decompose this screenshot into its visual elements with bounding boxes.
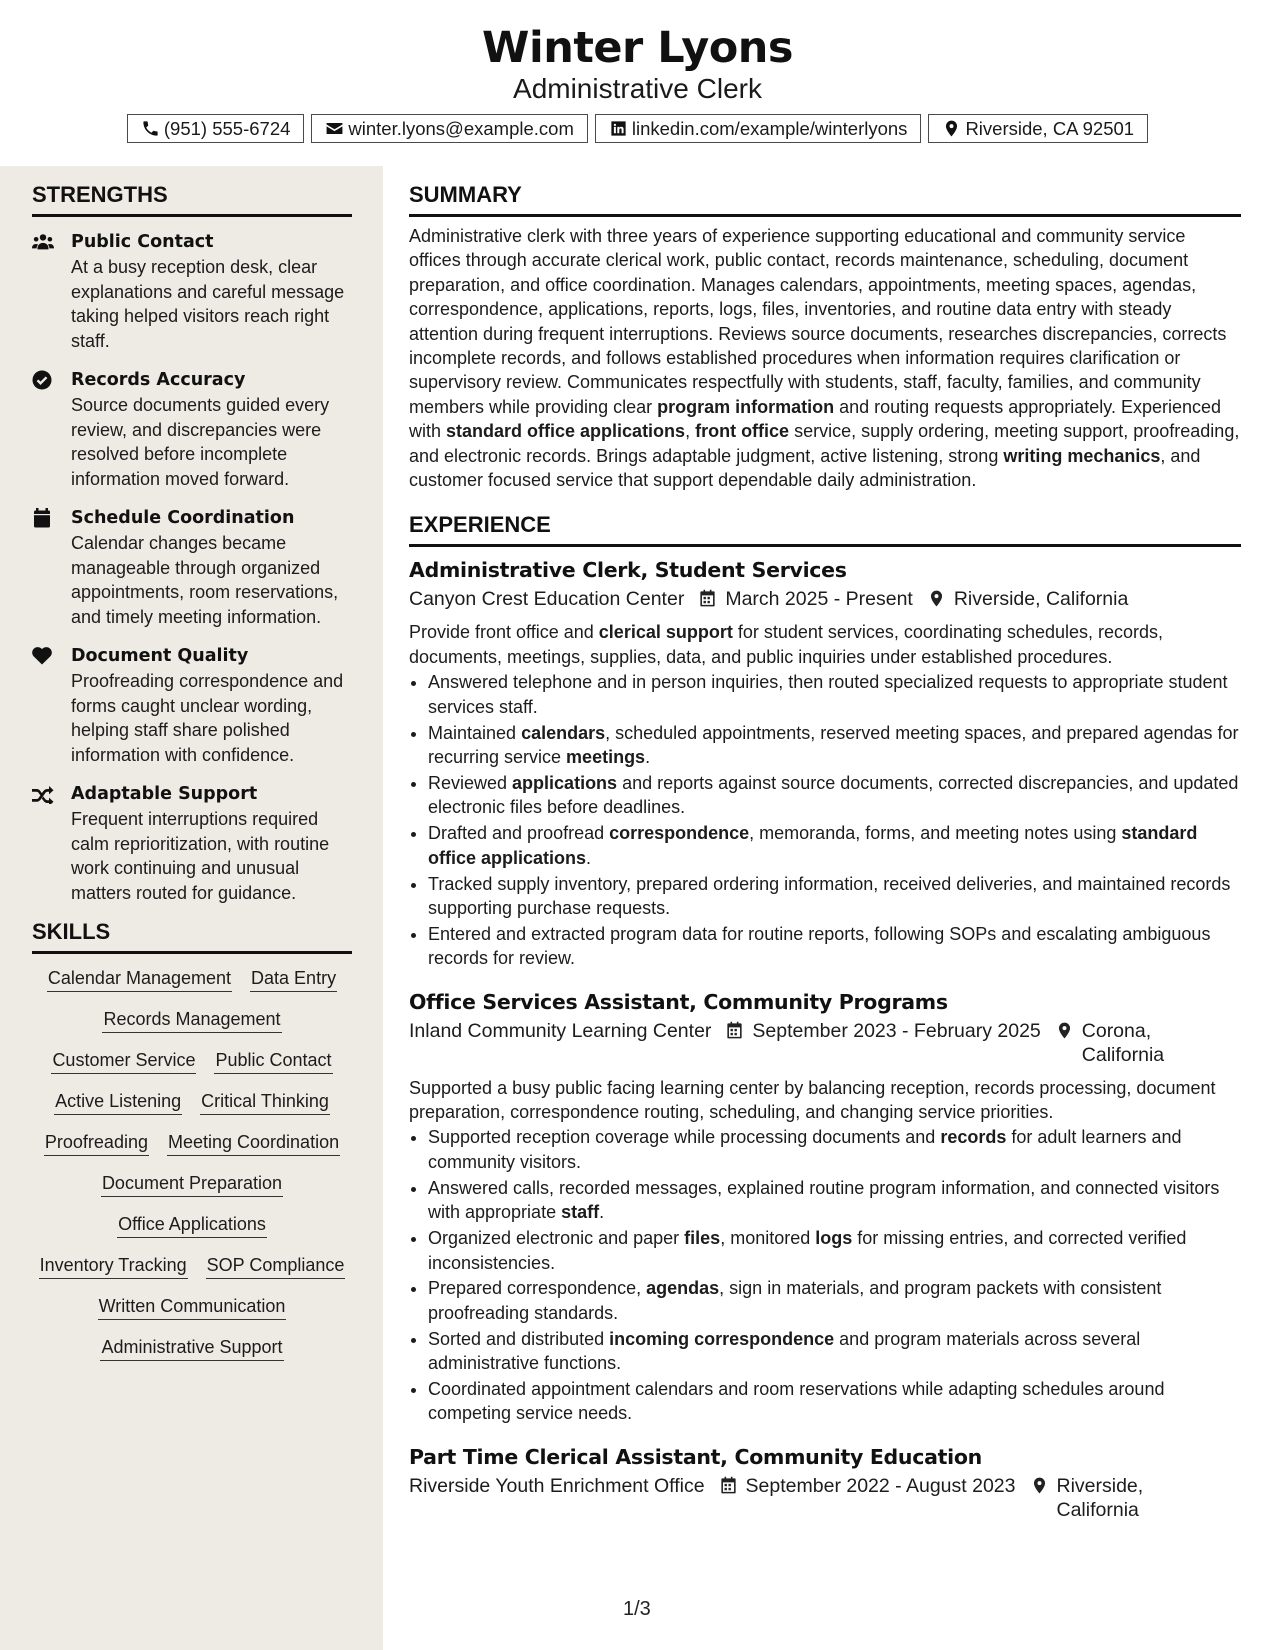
location-text: Riverside, CA 92501 — [965, 117, 1135, 139]
calendar-icon — [32, 508, 54, 528]
skill-tag: Customer Service — [51, 1049, 196, 1074]
bullet-item: • Drafted and proofread correspondence, memoranda, forms, and meeting notes using standard office applications. — [428, 821, 1241, 870]
map-pin-icon — [1055, 1021, 1074, 1040]
job-dates: March 2025 - Present — [725, 588, 913, 611]
strengths-heading: STRENGTHS — [32, 182, 352, 217]
job-meta — [409, 1019, 1241, 1067]
company-name: Canyon Crest Education Center — [409, 588, 685, 611]
strength-title: Adaptable Support — [71, 784, 258, 804]
sidebar — [0, 166, 383, 1650]
strength-item — [32, 229, 352, 353]
skill-tag: Records Management — [102, 1008, 281, 1033]
skill-tag: SOP Compliance — [206, 1254, 346, 1279]
strength-item — [32, 367, 352, 491]
job-bullets — [409, 670, 1241, 970]
linkedin-text: linkedin.com/example/winterlyons — [631, 117, 908, 139]
page-number: 1/3 — [623, 1598, 651, 1620]
map-pin-icon — [1030, 1476, 1049, 1495]
calendar-icon — [698, 589, 717, 608]
job-dates: September 2023 - February 2025 — [752, 1019, 1041, 1042]
shuffle-icon — [32, 784, 54, 804]
strength-item — [32, 781, 352, 905]
job-description: Supported a busy public facing learning center by balancing reception, records processing, document preparation, correspondence routing, scheduling, and changing service priorities. — [409, 1077, 1216, 1123]
bullet-item: • Entered and extracted program data for routine reports, following SOPs and escalating ambiguous records for review. — [428, 922, 1241, 971]
skill-tag: Inventory Tracking — [39, 1254, 188, 1279]
phone-text: (951) 555-6724 — [163, 117, 291, 139]
job-meta — [409, 1474, 1241, 1522]
job-title: Office Services Assistant, Community Programs — [409, 989, 948, 1014]
bullet-item: • Tracked supply inventory, prepared ordering information, received deliveries, and maintained records supporting purchase requests. — [428, 872, 1241, 921]
strength-item — [32, 643, 352, 767]
job-description: Provide front office and clerical support for student services, coordinating schedules, records, documents, meetings, supplies, data, and public inquiries under established procedures. — [409, 622, 1164, 667]
bullet-item: • Maintained calendars, scheduled appointments, reserved meeting spaces, and prepared agendas for recurring service meetings. — [428, 721, 1241, 770]
summary-text: Administrative clerk with three years of experience supporting educational and community service offices through accurate clerical work, public contact, records maintenance, scheduling, document preparation, and office coordination. Manages calendars, appointments, meeting spaces, agendas, correspondence, applications, reports, logs, files, inventories, and routine data entry with steady attention during frequent interruptions. Reviews source documents, researches discrepancies, corrects incomplete records, and follows established procedures when information requires clarification or supervisory review. Communicates respectfully with students, staff, faculty, families, and community members while providing clear program information and routing requests appropriately. Experienced with standard office applications, front office service, supply ordering, meeting support, proofreading, and electronic records. Brings adaptable judgment, active listening, strong writing mechanics, and customer focused service that support dependable daily administration. — [409, 226, 1240, 491]
strength-desc: Frequent interruptions required calm reprioritization, with routine work continuing and unusual matters routed for guidance. — [71, 809, 330, 903]
bullet-item: • Supported reception coverage while processing documents and records for adult learners and community visitors. — [428, 1125, 1241, 1174]
skill-tag: Document Preparation — [101, 1172, 283, 1197]
job-dates: September 2022 - August 2023 — [745, 1474, 1016, 1497]
linkedin-icon — [609, 119, 628, 138]
strength-title: Document Quality — [71, 646, 249, 666]
skill-tag: Written Communication — [98, 1295, 287, 1320]
bullet-item: • Sorted and distributed incoming correspondence and program materials across several administrative functions. — [428, 1327, 1241, 1376]
strength-desc: Calendar changes became manageable through organized appointments, room reservations, and timely meeting information. — [71, 533, 339, 627]
strength-title: Public Contact — [71, 232, 214, 252]
experience-heading: EXPERIENCE — [409, 512, 1241, 547]
skill-tag: Office Applications — [117, 1213, 267, 1238]
skill-tag: Calendar Management — [47, 967, 232, 992]
skills-list — [32, 967, 352, 1361]
skill-tag: Meeting Coordination — [167, 1131, 340, 1156]
bullet-item: • Answered calls, recorded messages, explained routine program information, and connected visitors with appropriate staff. — [428, 1176, 1241, 1225]
strength-item — [32, 505, 352, 629]
contact-bar — [0, 114, 1275, 143]
job-entry — [409, 555, 1241, 970]
candidate-name: Winter Lyons — [482, 23, 793, 73]
contact-email[interactable] — [311, 114, 587, 143]
job-bullets — [409, 1125, 1241, 1425]
strength-desc: Source documents guided every review, and discrepancies were resolved before incomplete information moved forward. — [71, 395, 330, 489]
users-icon — [32, 232, 54, 252]
strength-desc: Proofreading correspondence and forms caught unclear wording, helping staff share polished information with confidence. — [71, 671, 344, 765]
skill-tag: Data Entry — [250, 967, 337, 992]
skill-tag: Public Contact — [214, 1049, 332, 1074]
main-content — [409, 182, 1241, 1522]
skill-tag: Proofreading — [44, 1131, 149, 1156]
job-title: Part Time Clerical Assistant, Community Education — [409, 1444, 982, 1469]
strength-title: Schedule Coordination — [71, 508, 295, 528]
heart-icon — [32, 646, 54, 666]
calendar-icon — [719, 1476, 738, 1495]
envelope-icon — [325, 119, 344, 138]
strengths-list — [32, 229, 352, 905]
email-text: winter.lyons@example.com — [348, 117, 574, 139]
job-location: Riverside, California — [953, 588, 1129, 611]
skill-tag: Administrative Support — [100, 1336, 283, 1361]
strength-title: Records Accuracy — [71, 370, 246, 390]
map-pin-icon — [927, 589, 946, 608]
bullet-item: • Coordinated appointment calendars and room reservations while adapting schedules around competing service needs. — [428, 1377, 1241, 1426]
skills-heading: SKILLS — [32, 919, 352, 954]
resume-header — [0, 0, 1275, 166]
calendar-icon — [725, 1021, 744, 1040]
strength-desc: At a busy reception desk, clear explanations and careful message taking helped visitors reach right staff. — [71, 257, 345, 351]
summary-heading: SUMMARY — [409, 182, 1241, 217]
contact-phone[interactable] — [127, 114, 305, 143]
map-pin-icon — [942, 119, 961, 138]
job-entry — [409, 1442, 1241, 1522]
contact-location — [928, 114, 1148, 143]
job-location: Riverside, California — [1056, 1474, 1144, 1521]
bullet-item: • Organized electronic and paper files, monitored logs for missing entries, and corrected verified inconsistencies. — [428, 1226, 1241, 1275]
phone-icon — [141, 119, 160, 138]
company-name: Inland Community Learning Center — [409, 1019, 712, 1042]
job-location: Corona, California — [1081, 1019, 1165, 1066]
bullet-item: • Prepared correspondence, agendas, sign in materials, and program packets with consistent proofreading standards. — [428, 1276, 1241, 1325]
job-entry — [409, 987, 1241, 1426]
bullet-item: • Answered telephone and in person inquiries, then routed specialized requests to appropriate student services staff. — [428, 670, 1241, 719]
company-name: Riverside Youth Enrichment Office — [409, 1474, 705, 1497]
contact-linkedin[interactable] — [595, 114, 922, 143]
skill-tag: Active Listening — [54, 1090, 182, 1115]
skill-tag: Critical Thinking — [200, 1090, 330, 1115]
job-title: Administrative Clerk, Student Services — [409, 558, 847, 583]
candidate-title: Administrative Clerk — [513, 73, 762, 104]
job-meta — [409, 587, 1241, 611]
check-circle-icon — [32, 370, 54, 390]
bullet-item: • Reviewed applications and reports against source documents, corrected discrepancies, and updated electronic files before deadlines. — [428, 771, 1241, 820]
